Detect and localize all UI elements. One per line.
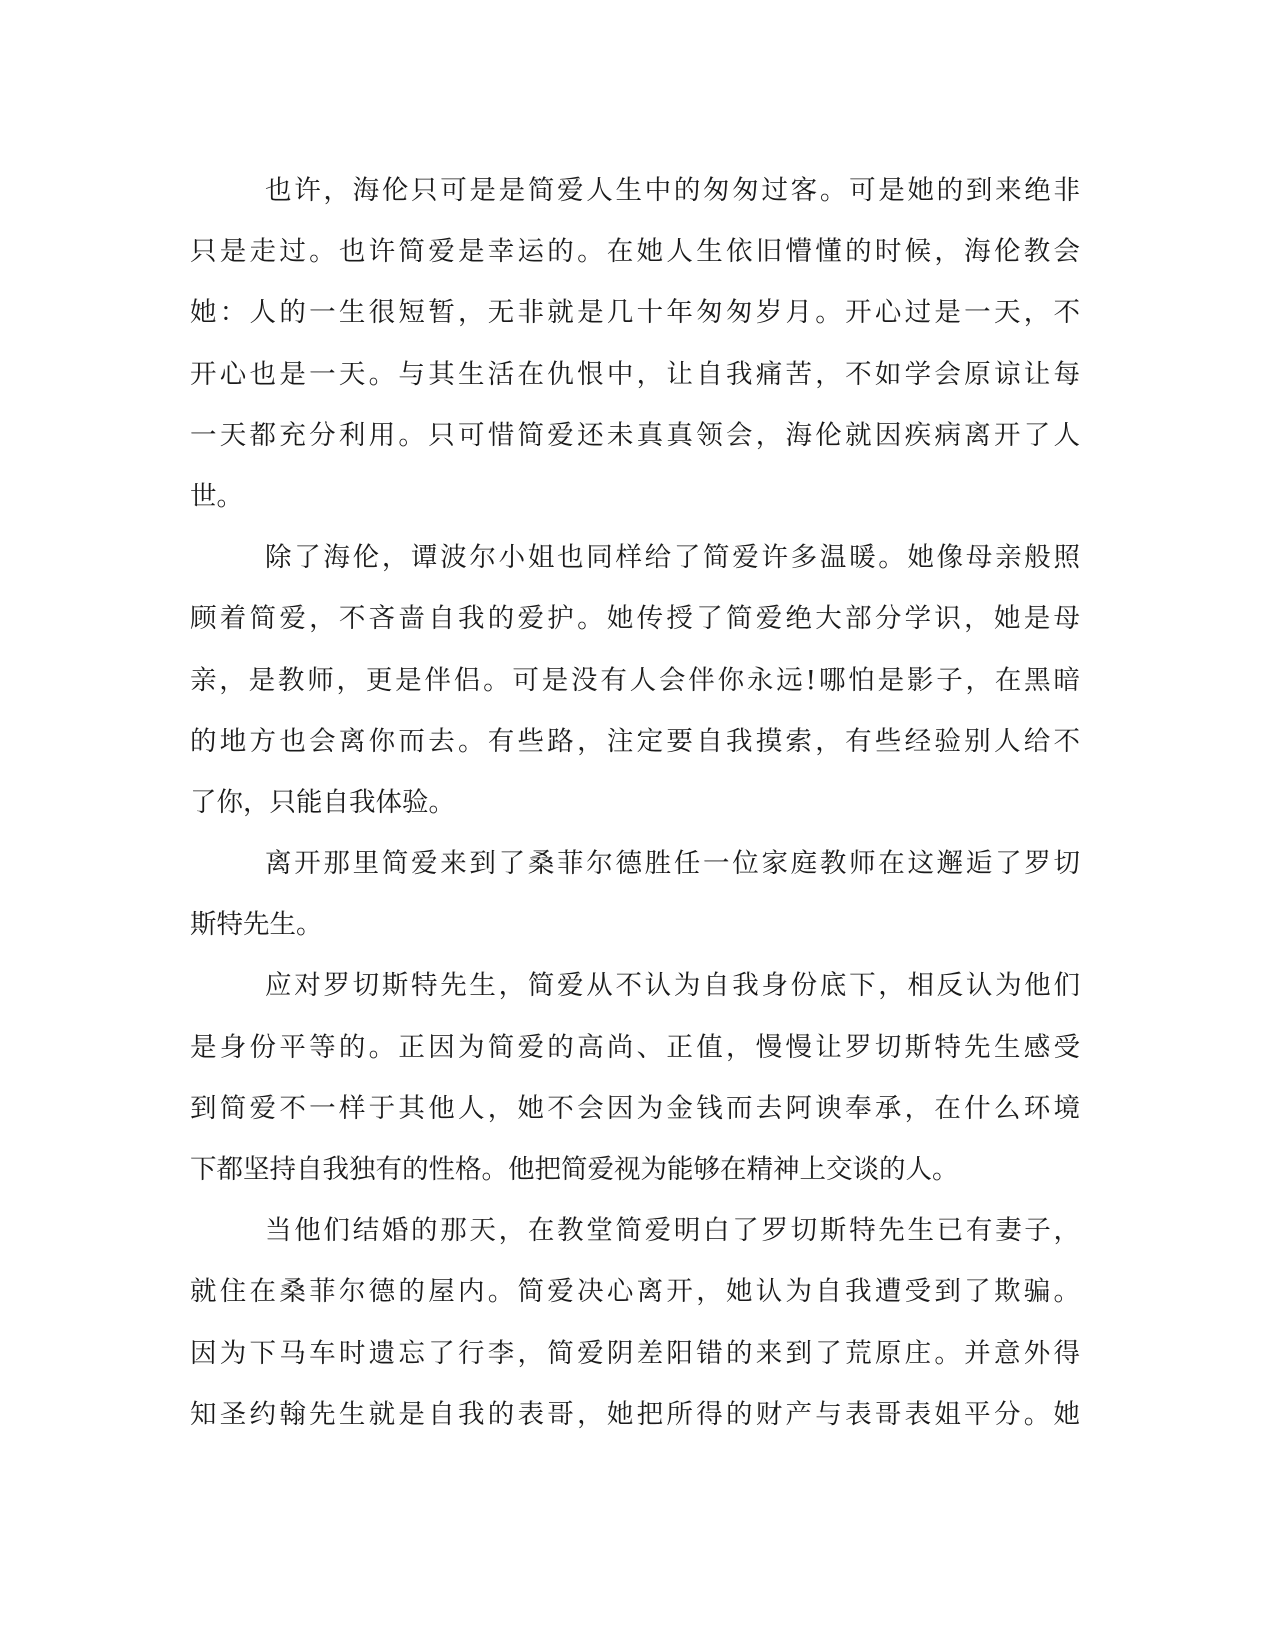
text-line: 当他们结婚的那天，在教堂简爱明白了罗切斯特先生已有妻子， (265, 1215, 1080, 1247)
text-line: 斯特先生。 (190, 909, 323, 941)
paragraph-4 (190, 955, 1080, 1200)
text-line: 是身份平等的。正因为简爱的高尚、正值，慢慢让罗切斯特先生感受 (190, 1031, 1080, 1063)
paragraph-5 (190, 1200, 1080, 1445)
text-line: 她：人的一生很短暂，无非就是几十年匆匆岁月。开心过是一天，不 (190, 297, 1080, 329)
text-line: 到简爱不一样于其他人，她不会因为金钱而去阿谀奉承，在什么环境 (190, 1092, 1080, 1124)
text-line: 应对罗切斯特先生，简爱从不认为自我身份底下，相反认为他们 (265, 970, 1080, 1002)
text-line: 也许，海伦只可是是简爱人生中的匆匆过客。可是她的到来绝非 (265, 175, 1080, 206)
text-line: 知圣约翰先生就是自我的表哥，她把所得的财产与表哥表姐平分。她 (190, 1398, 1080, 1430)
text-line: 一天都充分利用。只可惜简爱还未真真领会，海伦就因疾病离开了人 (190, 419, 1080, 451)
text-line: 顾着简爱，不吝啬自我的爱护。她传授了简爱绝大部分学识，她是母 (190, 603, 1080, 635)
text-line: 了你，只能自我体验。 (190, 786, 455, 818)
text-line: 因为下马车时遗忘了行李，简爱阴差阳错的来到了荒原庄。并意外得 (190, 1337, 1080, 1369)
text-line: 亲，是教师，更是伴侣。可是没有人会伴你永远!哪怕是影子，在黑暗 (190, 664, 1080, 696)
text-line: 的地方也会离你而去。有些路，注定要自我摸索，有些经验别人给不 (190, 725, 1080, 757)
text-line: 下都坚持自我独有的性格。他把简爱视为能够在精神上交谈的人。 (190, 1154, 959, 1185)
text-line: 就住在桑菲尔德的屋内。简爱决心离开，她认为自我遭受到了欺骗。 (190, 1276, 1080, 1308)
text-line: 开心也是一天。与其生活在仇恨中，让自我痛苦，不如学会原谅让每 (190, 358, 1080, 390)
paragraph-3 (190, 833, 1080, 955)
text-line: 除了海伦，谭波尔小姐也同样给了简爱许多温暖。她像母亲般照 (265, 542, 1080, 574)
document-body (190, 160, 1080, 1445)
text-line: 离开那里简爱来到了桑菲尔德胜任一位家庭教师在这邂逅了罗切 (265, 848, 1080, 880)
paragraph-1 (190, 160, 1080, 527)
text-line: 世。 (190, 480, 243, 512)
text-line: 只是走过。也许简爱是幸运的。在她人生依旧懵懂的时候，海伦教会 (190, 236, 1080, 268)
paragraph-2 (190, 527, 1080, 833)
